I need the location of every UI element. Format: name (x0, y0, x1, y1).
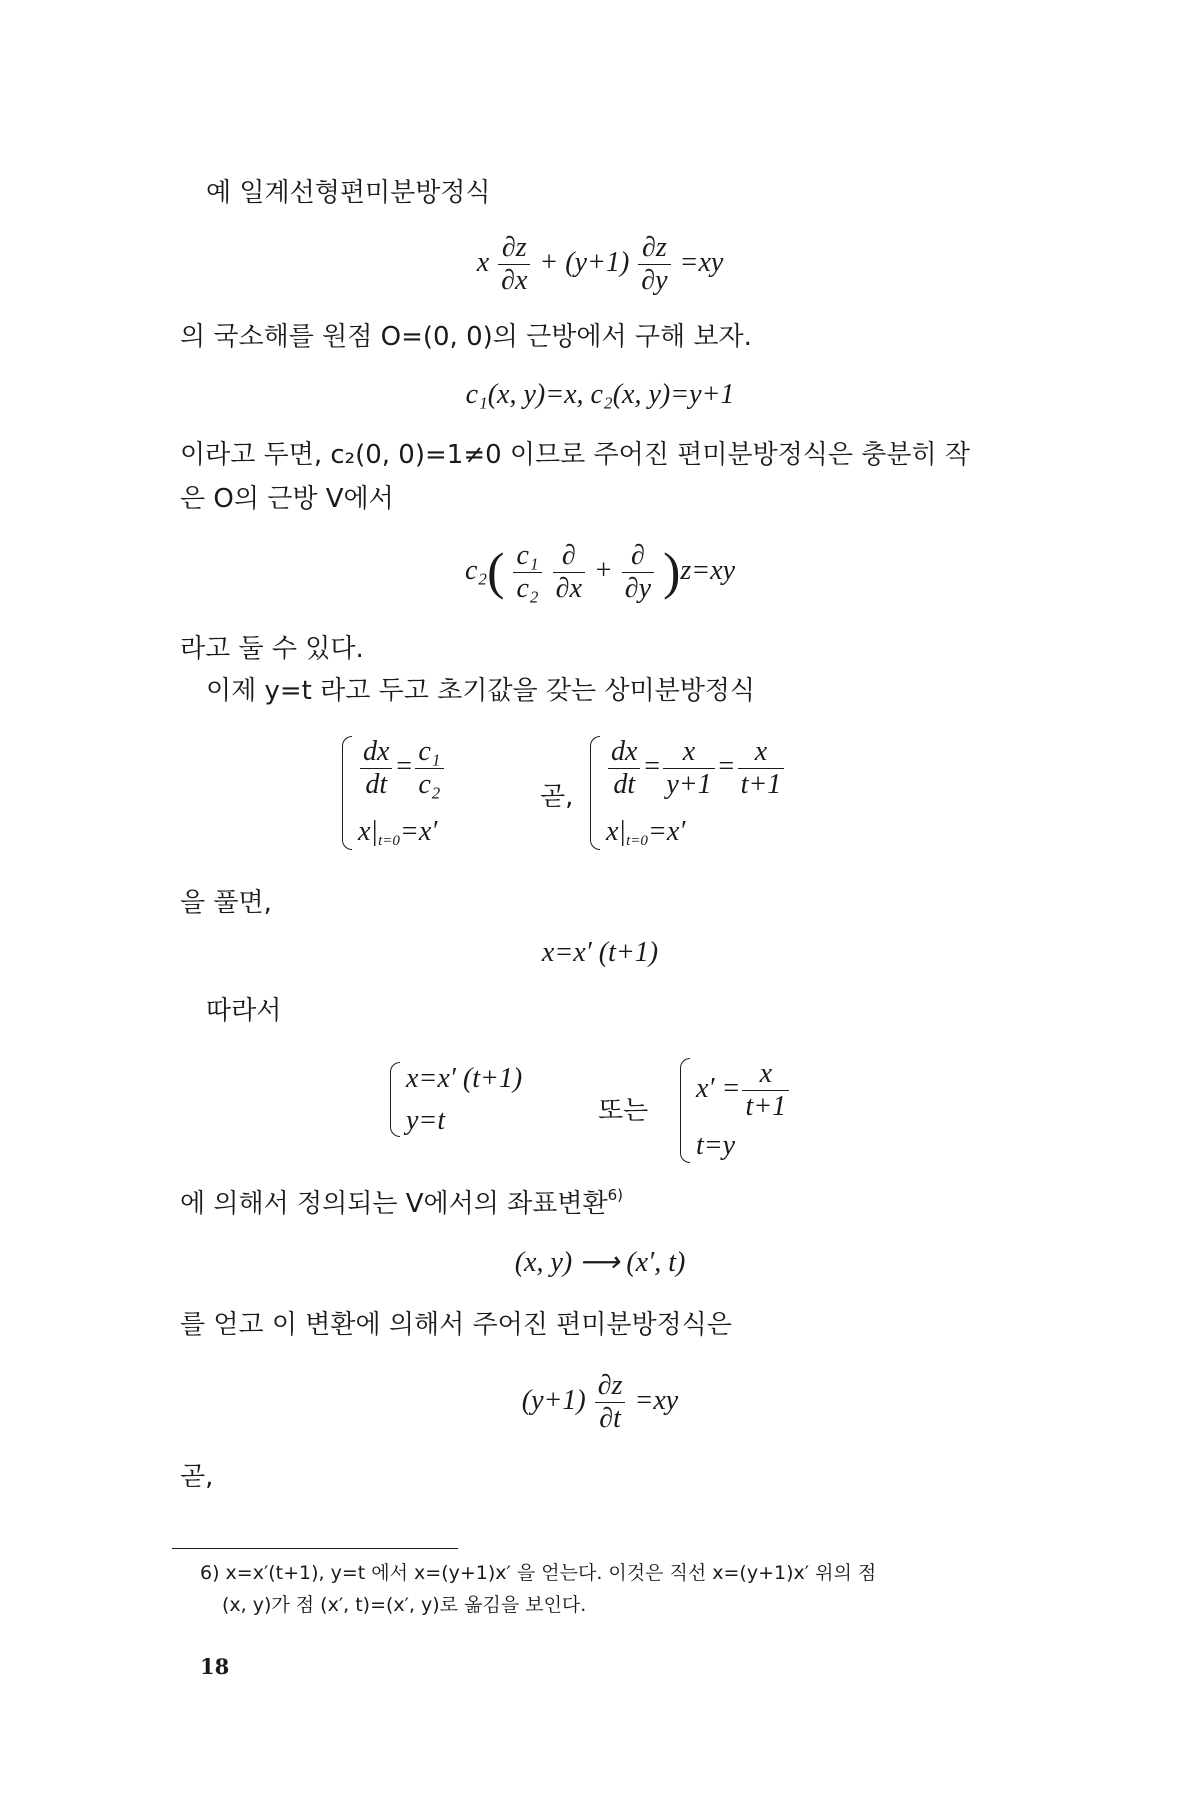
fraction-c1-c2: $\frac{\text{c₁}}{\text{c₂}}$ (513, 540, 541, 605)
footnote-line-2: (x, y)가 점 (x′, t)=(x′, y)로 옮김을 보인다. (222, 1594, 587, 1616)
separator-that-is: 곧, (540, 782, 574, 812)
text-local-solution: 의 국소해를 원점 O=(0, 0)의 근방에서 구해 보자. (180, 322, 752, 352)
text-ode-intro: 이제 y=t 라고 두고 초기값을 갖는 상미분방정식 (206, 676, 756, 706)
equation-operator: c₂( $\frac{\text{c₁}}{\text{c₂}}$ $\frac{\partial}{\partial x}$ + $\frac{\partial}{\partial y}$ )z=xy (464, 540, 736, 605)
page-number: 18 (200, 1654, 230, 1679)
fraction-partial-y: $\frac{\partial}{\partial y}$ (622, 540, 654, 605)
text-therefore: 따라서 (206, 996, 282, 1026)
footnote-divider (172, 1548, 458, 1549)
example-intro: 예 일계선형편미분방정식 (206, 178, 491, 208)
transform-system-1: x=x′ (t+1) y=t (390, 1062, 522, 1137)
separator-or: 또는 (598, 1096, 649, 1126)
equation-transformed: (y+1) $\frac{\partial z}{\partial t}$ =xy (521, 1370, 679, 1435)
ode-system-1: $\frac{dx}{dt}$ = $\frac{\text{c₁}}{\text{c₂}}$ $x|_{t=0}=x'$ (342, 736, 446, 850)
ode-system-2: $\frac{dx}{dt}$ = $\frac{x}{y+1}$ = $\frac{x}{t+1}$ $x|_{t=0}=x'$ (590, 736, 786, 850)
footnote-marker: 6) (607, 1186, 623, 1204)
text-condition: 이라고 두면, c₂(0, 0)=1≠0 이므로 주어진 편미분방정식은 충분히 작 (180, 440, 970, 470)
text-transformed-pde: 를 얻고 이 변환에 의해서 주어진 편미분방정식은 (180, 1310, 732, 1340)
footnote-line-1: 6) x=x′(t+1), y=t 에서 x=(y+1)x′ 을 얻는다. 이것은 직선 x=(y+1)x′ 위의 점 (200, 1562, 877, 1584)
fraction-partial-x: $\frac{\partial}{\partial x}$ (553, 540, 585, 605)
text-that-is: 곧, (180, 1462, 214, 1492)
equation-c1-c2: c₁(x, y)=x, c₂(x, y)=y+1 (465, 379, 735, 410)
text-coordinate-transform: 에 의해서 정의되는 V에서의 좌표변환$^{6)}$ (180, 1186, 623, 1219)
text-neighborhood: 은 O의 근방 V에서 (180, 484, 394, 514)
fraction-dz-dy: $\frac{\partial z}{\partial y}$ (638, 232, 670, 297)
text-solving: 을 풀면, (180, 888, 272, 918)
fraction-dz-dt: $\frac{\partial z}{\partial t}$ (595, 1370, 626, 1435)
equation-x-solution: x=x′ (t+1) (541, 937, 659, 968)
transform-system-2: x′ = $\frac{x}{t+1}$ t=y (680, 1058, 791, 1163)
fraction-dz-dx: $\frac{\partial z}{\partial x}$ (498, 232, 530, 297)
equation-pde: x $\frac{\partial z}{\partial x}$ + (y+1) $\frac{\partial z}{\partial y}$ =xy (476, 232, 724, 297)
equation-mapping: (x, y) ⟶ (x′, t) (514, 1247, 686, 1278)
text-can-write: 라고 둘 수 있다. (180, 634, 364, 664)
